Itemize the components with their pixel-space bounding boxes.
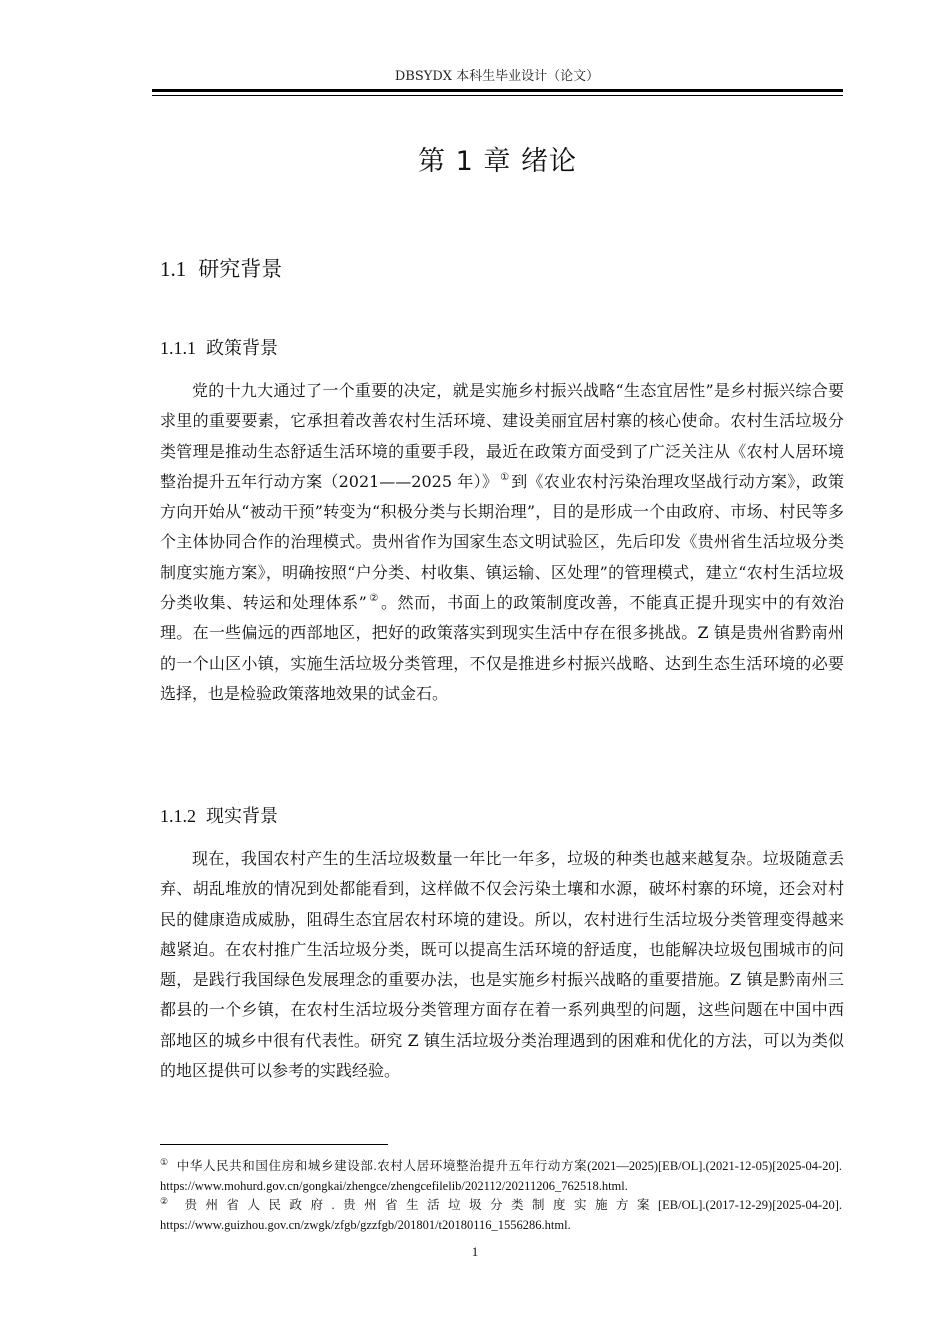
reality-background-paragraph: 现在，我国农村产生的生活垃圾数量一年比一年多，垃圾的种类也越来越复杂。垃圾随意丢弃、胡乱堆放的情况到处都能看到，这样做不仅会污染土壤和水源，破坏村寨的环境，还会对村民的健康造成威胁，阻碍生态宜居农村环境的建设。所以，农村进行生活垃圾分类管理变得越来越紧迫。在农村推广生活垃圾分类，既可以提高生活环境的舒适度，也能解决垃圾包围城市的问题，是践行我国绿色发展理念的重要办法，也是实施乡村振兴战略的重要措施。Z 镇是黔南州三都县的一个乡镇，在农村生活垃圾分类管理方面存在着一系列典型的问题，这些问题在中国中西部地区的城乡中很有代表性。研究 Z 镇生活垃圾分类治理遇到的困难和优化的方法，可以为类似的地区提供可以参考的实践经验。 — [160, 849, 844, 1081]
chapter-title: 第 1 章 绪论 — [418, 146, 577, 177]
footnote-1 — [160, 1153, 842, 1196]
subsection-number: 1.1.1 — [160, 338, 196, 358]
section-title: 研究背景 — [198, 257, 283, 281]
footnote-mark: ① — [160, 1157, 169, 1167]
footnote-separator — [160, 1144, 388, 1145]
policy-background-paragraph — [160, 376, 844, 709]
header-rule-thin — [152, 95, 843, 96]
section-number: 1.1 — [160, 257, 187, 281]
running-header: DBSYDX 本科生毕业设计（论文） — [394, 69, 600, 84]
footnote-ref-2[interactable]: ② — [368, 593, 379, 605]
subsection-number: 1.1.2 — [160, 806, 196, 826]
footnote-text: 贵州省人民政府.贵州省生活垃圾分类制度实施方案[EB/OL].(2017-12-29)[2025-04-20]. https://www.guizhou.gov.cn/zwgk/zfgb/gzzfgb/201801/t20180116_1556286.html. — [160, 1198, 842, 1232]
footnote-2 — [160, 1192, 842, 1235]
paragraph-text-part-3: 。然而，书面上的政策制度改善，不能真正提升现实中的有效治理。在一些偏远的西部地区，把好的政策落实到现实生活中存在很多挑战。Z 镇是贵州省黔南州的一个山区小镇，实施生活垃圾分类管理，不仅是推进乡村振兴战略、达到生态生活环境的必要选择，也是检验政策落地效果的试金石。 — [160, 593, 845, 703]
footnote-text: 中华人民共和国住房和城乡建设部.农村人居环境整治提升五年行动方案(2021—2025)[EB/OL].(2021-12-05)[2025-04-20]. https://www.mohurd.gov.cn/gongkai/zhengce/zhengcefilelib/202112/20211206_762518.html. — [160, 1159, 843, 1193]
footnote-ref-1[interactable]: ① — [500, 471, 510, 483]
section-heading-1-1 — [160, 254, 282, 284]
page-number: 1 — [471, 1244, 479, 1259]
footnote-mark: ② — [160, 1196, 177, 1206]
header-rule-thick — [152, 89, 843, 92]
subsection-heading-1-1-1 — [160, 334, 278, 363]
subsection-heading-1-1-2 — [160, 802, 278, 831]
subsection-title: 现实背景 — [206, 806, 278, 827]
subsection-title: 政策背景 — [206, 338, 278, 359]
paragraph-text-part-1: 党的十九大通过了一个重要的决定，就是实施乡村振兴战略“生态宜居性”是乡村振兴综合要求里的重要要素，它承担着改善农村生活环境、建设美丽宜居村寨的核心使命。农村生活垃圾分类管理是推动生态舒适生活环境的重要手段，最近在政策方面受到了广泛关注从《农村人居环境整治提升五年行动方案（2021——2025 年）》 — [160, 381, 844, 491]
paragraph-text-part-2: 到《农业农村污染治理攻坚战行动方案》，政策方向开始从“被动干预”转变为“积极分类与长期治理”，目的是形成一个由政府、市场、村民等多个主体协同合作的治理模式。贵州省作为国家生态文明试验区，先后印发《贵州省生活垃圾分类制度实施方案》，明确按照“户分类、村收集、镇运输、区处理”的管理模式，建立“农村生活垃圾分类收集、转运和处理体系” — [160, 471, 844, 613]
